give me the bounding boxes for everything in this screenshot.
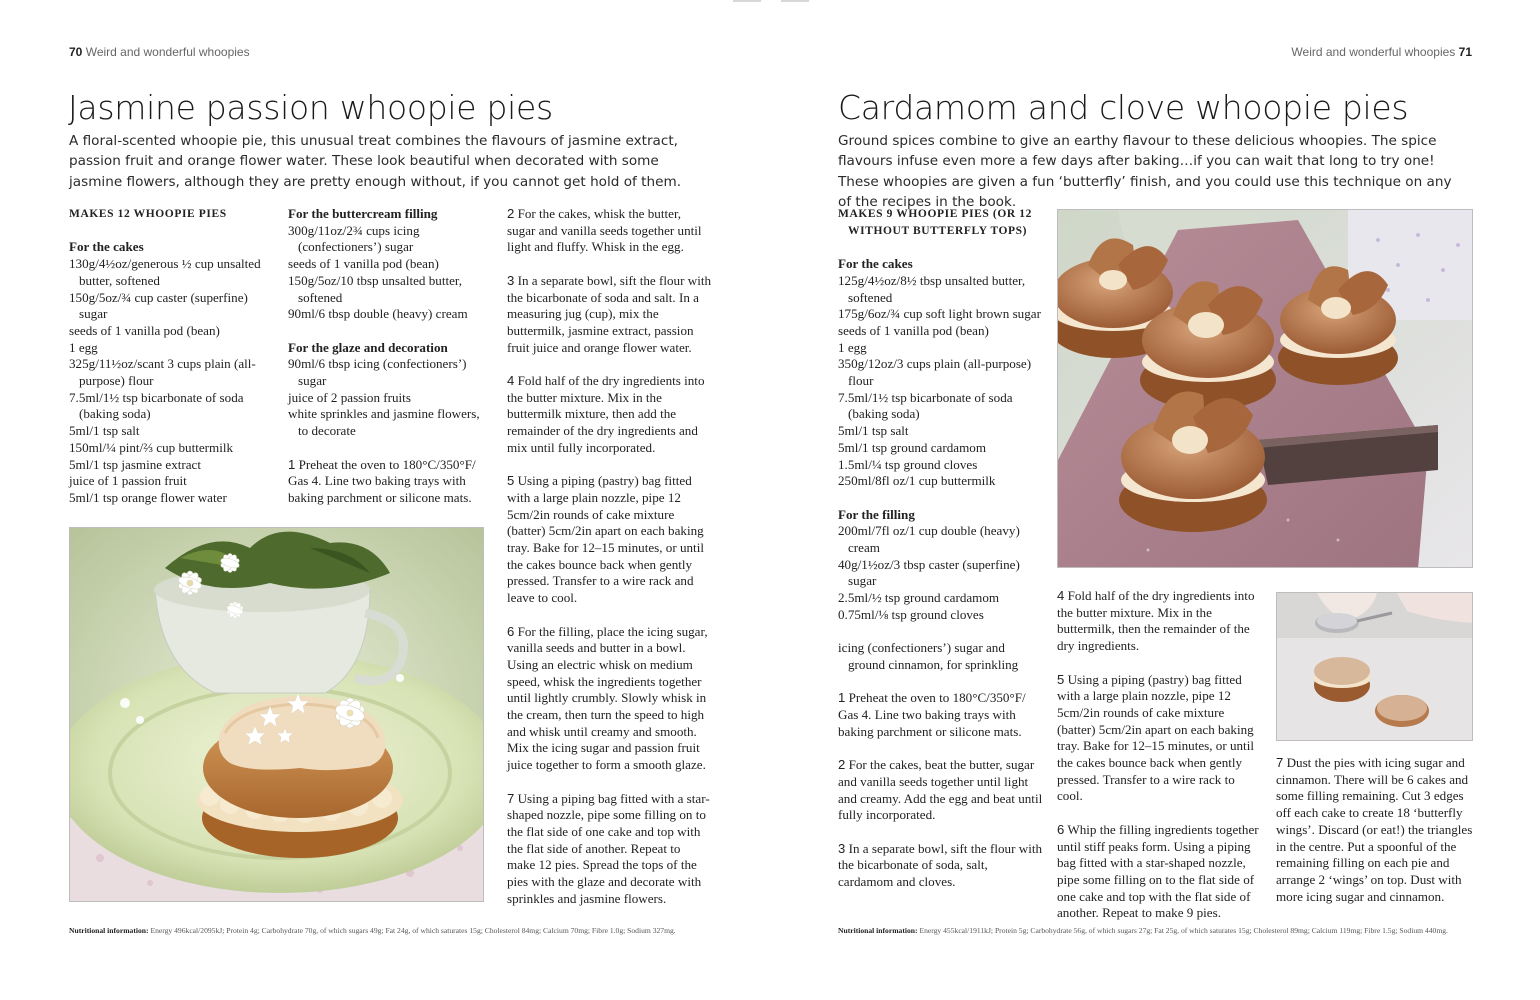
ingredient-item: 325g/11½oz/scant 3 cups plain (all-purpose) flour bbox=[69, 356, 256, 389]
method-step: 1 Preheat the oven to 180°C/350°F/ Gas 4. Line two baking trays with baking parchment or silicone mats. bbox=[288, 456, 476, 505]
method-step: 4 Fold half of the dry ingredients into the butter mixture. Mix in the buttermilk mixture, then add the remainder of the dry ingredients and mix until fully incorporated. bbox=[507, 373, 705, 455]
page-mark bbox=[781, 0, 809, 2]
ingredient-item: 125g/4½oz/8½ tbsp unsalted butter, softened bbox=[838, 272, 1026, 305]
ingredient-item: 150g/5oz/10 tbsp unsalted butter, softened bbox=[288, 272, 463, 305]
ingredient-item: 150g/5oz/¾ cup caster (superfine) sugar bbox=[69, 289, 248, 322]
ingredient-item: 175g/6oz/¾ cup soft light brown sugar bbox=[838, 306, 1041, 322]
ingredient-item: 150ml/¼ pint/⅔ cup buttermilk bbox=[69, 439, 234, 455]
method-column bbox=[1276, 755, 1476, 922]
dusting-illustration bbox=[1277, 593, 1473, 741]
ingredient-item: 5ml/1 tsp salt bbox=[838, 423, 909, 439]
ingredient-item: 250ml/8fl oz/1 cup buttermilk bbox=[838, 473, 996, 489]
yield-label: MAKES 12 WHOOPIE PIES bbox=[69, 208, 227, 220]
method-column bbox=[1057, 588, 1262, 939]
ingredient-item: seeds of 1 vanilla pod (bean) bbox=[838, 322, 989, 338]
ingredient-item: white sprinkles and jasmine flowers, to decorate bbox=[288, 406, 480, 439]
method-column bbox=[507, 206, 712, 924]
ingredient-heading: For the cakes bbox=[69, 239, 144, 255]
ingredient-item: icing (confectioners’) sugar and ground cinnamon, for sprinkling bbox=[838, 640, 1019, 672]
running-header-left bbox=[69, 45, 250, 59]
method-step: 1 Preheat the oven to 180°C/350°F/ Gas 4. Line two baking trays with baking parchment or silicone mats. bbox=[838, 690, 1026, 739]
nutrition-info: Nutritional information: Energy 496kcal/2095kJ; Protein 4g; Carbohydrate 70g, of which sugars 49g; Fat 24g, of which saturates 15g; Cholesterol 84mg; Calcium 70mg; Fibre 1.0g; Sodium 327mg. bbox=[69, 926, 676, 935]
ingredient-heading: For the cakes bbox=[838, 256, 913, 272]
ingredient-item: seeds of 1 vanilla pod (bean) bbox=[288, 256, 439, 272]
ingredients-column-1 bbox=[69, 206, 274, 523]
nutrition-info: Nutritional information: Energy 455kcal/1911kJ; Protein 5g; Carbohydrate 56g, of which sugars 27g; Fat 25g, of which saturates 15g; Cholesterol 89mg; Calcium 119mg; Fibre 1.5g; Sodium 440mg. bbox=[838, 926, 1448, 935]
page-mark bbox=[733, 0, 761, 2]
method-step: 5 Using a piping (pastry) bag fitted with a large plain nozzle, pipe 12 5cm/2in rounds of cake mixture (batter) 5cm/2in apart on each baking tray. Bake for 12–15 minutes, or until the cakes bounce back when gently pressed. Transfer to a wire rack and leave to cool. bbox=[507, 473, 704, 606]
ingredient-heading: For the buttercream filling bbox=[288, 206, 438, 221]
method-step: 7 Using a piping bag fitted with a star-shaped nozzle, pipe some filling on to the flat side of one cake and top with the flat side of another. Repeat to make 12 pies. Spread the tops of the pies with the glaze and decorate with sprinkles and jasmine flowers. bbox=[507, 790, 710, 906]
ingredient-item: 2.5ml/½ tsp ground cardamom bbox=[838, 590, 1000, 606]
ingredient-item: 350g/12oz/3 cups plain (all-purpose) flour bbox=[838, 356, 1032, 389]
method-step: 4 Fold half of the dry ingredients into the butter mixture. Mix in the buttermilk, then the remainder of the dry ingredients. bbox=[1057, 588, 1255, 654]
recipe-title: Cardamom and clove whoopie pies bbox=[838, 88, 1409, 127]
ingredient-item: 1 egg bbox=[838, 339, 867, 355]
method-step: 2 For the cakes, whisk the butter, sugar and vanilla seeds together until light and fluffy. Whisk in the egg. bbox=[507, 206, 702, 255]
ingredient-item: 7.5ml/1½ tsp bicarbonate of soda (baking soda) bbox=[838, 389, 1013, 422]
ingredient-list bbox=[288, 223, 493, 323]
ingredient-item: 130g/4½oz/generous ½ cup unsalted butter, softened bbox=[69, 256, 261, 288]
ingredient-item: juice of 2 passion fruits bbox=[288, 389, 411, 405]
ingredient-item: 5ml/1 tsp ground cardamom bbox=[838, 439, 987, 455]
whoopie-illustration bbox=[1058, 210, 1473, 568]
ingredient-item: 90ml/6 tbsp double (heavy) cream bbox=[288, 306, 468, 322]
method-step: 6 Whip the filling ingredients together until stiff peaks form. Using a piping bag fitted with a star-shaped nozzle, pipe some filling on to the flat side of one cake and top with the flat side of another. Repeat to make 9 pies. bbox=[1057, 821, 1259, 921]
ingredient-item: 90ml/6 tbsp icing (confectioners’) sugar bbox=[288, 356, 467, 389]
method-step: 5 Using a piping (pastry) bag fitted with a large plain nozzle, pipe 12 5cm/2in rounds of cake mixture (batter) 5cm/2in apart on each baking tray. Bake for 12–15 minutes, or until the cakes bounce back when gently pressed. Transfer to a wire rack to cool. bbox=[1057, 671, 1254, 804]
ingredient-item: 7.5ml/1½ tsp bicarbonate of soda (baking soda) bbox=[69, 389, 244, 422]
recipe-intro: A floral-scented whoopie pie, this unusual treat combines the flavours of jasmine extract, passion fruit and orange flower water. These look beautiful when decorated with some jasmine flowers, although they are pretty enough without, if you cannot get hold of them. bbox=[69, 133, 682, 190]
dusting-whoopie-photo bbox=[1276, 592, 1473, 741]
section-title: Weird and wonderful whoopies bbox=[85, 45, 250, 59]
method-step: 6 For the filling, place the icing sugar, vanilla seeds and butter in a bowl. Using an electric whisk on medium speed, whisk the ingredients together until lightly crumbly. Slowly whisk in the cream, then turn the speed to high and whisk until creamy and smooth. Mix the icing sugar and passion fruit juice together to form a smooth glaze. bbox=[507, 623, 708, 773]
ingredient-heading: For the glaze and decoration bbox=[288, 339, 448, 355]
recipe-intro: Ground spices combine to give an earthy flavour to these delicious whoopies. The spice flavours infuse even more a few days after baking…if you can wait that long to try one! These whoopies are given a fun ‘butterfly’ finish, and you could use this technique on any of the recipes in the book. bbox=[838, 133, 1452, 210]
ingredient-list bbox=[69, 256, 274, 507]
ingredient-item: 5ml/1 tsp orange flower water bbox=[69, 489, 227, 505]
ingredient-list bbox=[838, 640, 1043, 673]
jasmine-whoopie-photo bbox=[69, 527, 484, 902]
ingredient-list bbox=[838, 523, 1043, 623]
ingredient-item: 5ml/1 tsp jasmine extract bbox=[69, 456, 201, 472]
ingredient-item: 40g/1½oz/3 tbsp caster (superfine) sugar bbox=[838, 556, 1020, 589]
cardamom-whoopie-photo bbox=[1057, 209, 1473, 568]
ingredients-column bbox=[838, 206, 1043, 907]
ingredient-list bbox=[838, 273, 1043, 490]
section-title: Weird and wonderful whoopies bbox=[1291, 45, 1456, 59]
ingredients-column-2 bbox=[288, 206, 493, 523]
ingredient-item: 300g/11oz/2¾ cups icing (confectioners’) sugar bbox=[288, 222, 420, 255]
method-step: 3 In a separate bowl, sift the flour with the bicarbonate of soda, salt, cardamom and cloves. bbox=[838, 840, 1043, 890]
method-step: 2 For the cakes, beat the butter, sugar and vanilla seeds together until light and creamy. Add the egg and beat until fully incorporated. bbox=[838, 757, 1043, 823]
ingredient-item: 0.75ml/⅛ tsp ground cloves bbox=[838, 606, 984, 622]
ingredient-item: 200ml/7fl oz/1 cup double (heavy) cream bbox=[838, 523, 1020, 556]
method-step: 7 Dust the pies with icing sugar and cinnamon. There will be 6 cakes and some filling remaining. Cut 3 edges off each cake to create 18 ‘butterfly wings’. Discard (or eat!) the triangles in the centre. Put a spoonful of the remaining filling on each pie and arrange 2 ‘wings’ on top. Dust with more icing sugar and cinnamon. bbox=[1276, 755, 1473, 904]
ingredient-list bbox=[288, 356, 493, 440]
ingredient-item: 1.5ml/¼ tsp ground cloves bbox=[838, 456, 978, 472]
method-step: 3 In a separate bowl, sift the flour with the bicarbonate of soda and salt. In a measuring jug (cup), mix the buttermilk, jasmine extract, passion fruit juice and orange flower water. bbox=[507, 272, 712, 355]
page-number: 70 bbox=[69, 45, 83, 59]
recipe-title: Jasmine passion whoopie pies bbox=[68, 88, 553, 127]
yield-label: MAKES 9 WHOOPIE PIES (OR 12 WITHOUT BUTTERFLY TOPS) bbox=[838, 208, 1032, 237]
page-number: 71 bbox=[1458, 45, 1472, 59]
running-header-right bbox=[1230, 45, 1472, 59]
ingredient-item: seeds of 1 vanilla pod (bean) bbox=[69, 322, 220, 338]
ingredient-item: 5ml/1 tsp salt bbox=[69, 423, 140, 439]
ingredient-item: 1 egg bbox=[69, 339, 98, 355]
ingredient-item: juice of 1 passion fruit bbox=[69, 473, 187, 489]
ingredient-heading: For the filling bbox=[838, 506, 915, 522]
whoopie-illustration bbox=[70, 528, 484, 902]
